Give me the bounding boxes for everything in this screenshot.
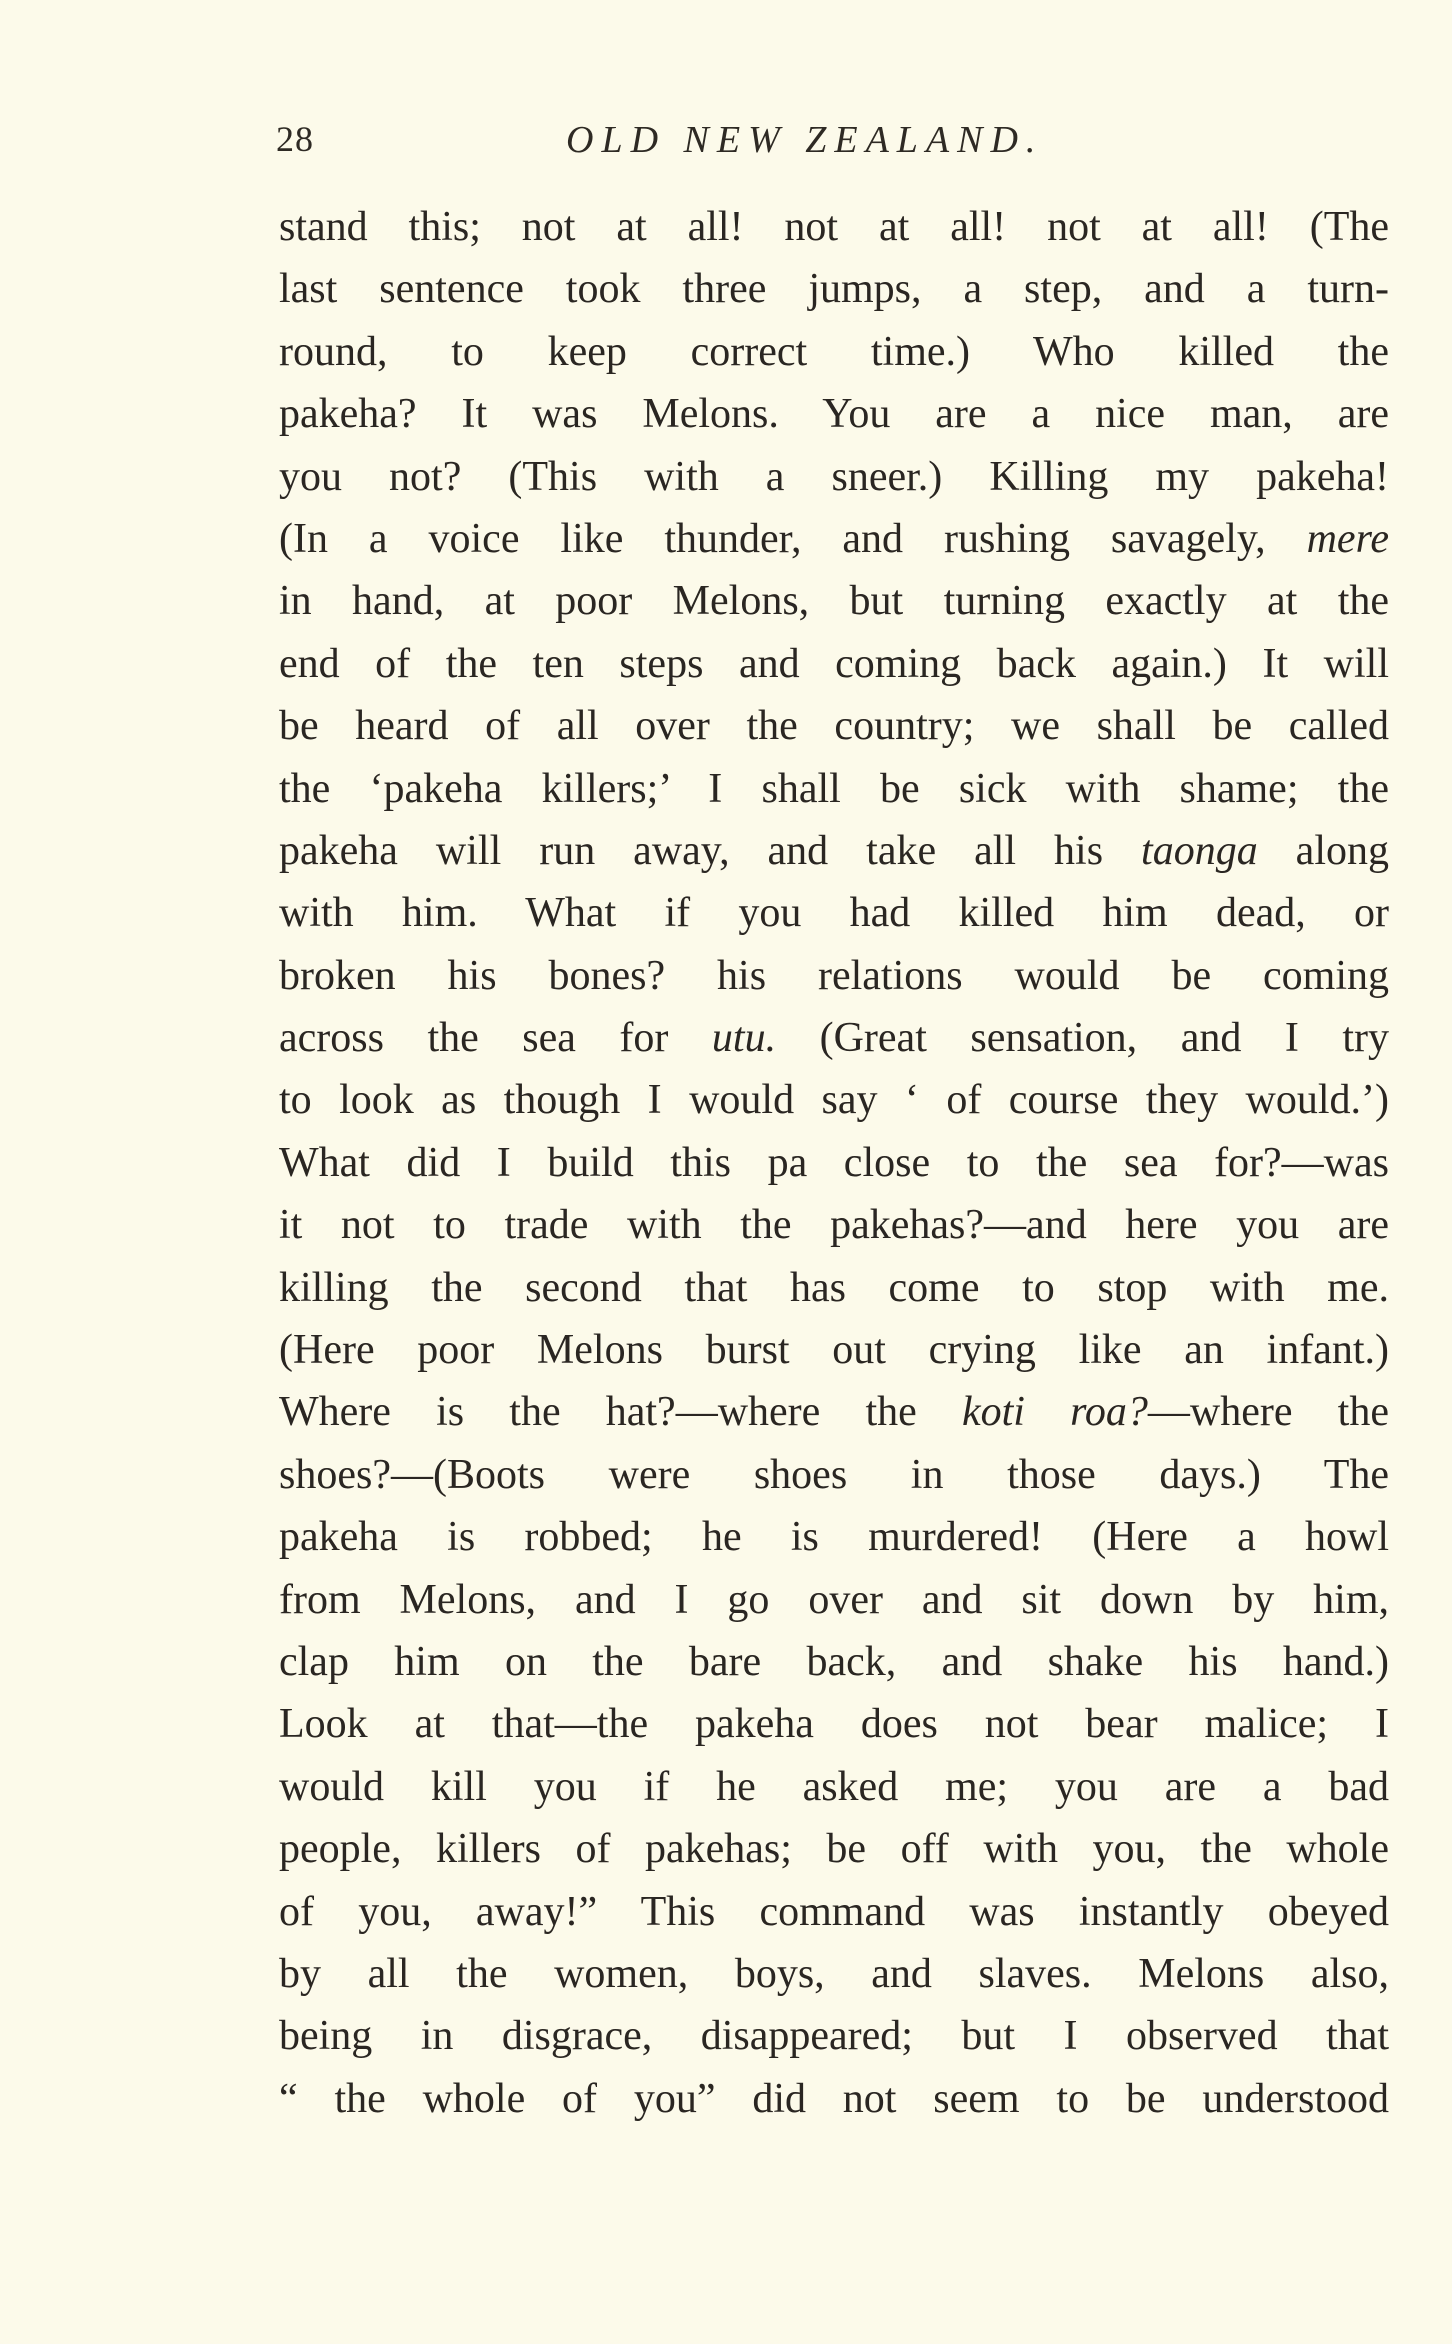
text-line — [279, 1569, 1389, 1631]
text-segment: “ the whole of you” did not seem to be understood — [279, 2075, 1389, 2122]
text-line — [279, 820, 1389, 882]
text-segment: with him. What if you had killed him dead, or — [279, 890, 1389, 937]
text-line — [279, 1693, 1389, 1755]
text-segment: from Melons, and I go over and sit down by him, — [279, 1576, 1389, 1623]
text-segment: people, killers of pakehas; be off with you, the whole — [279, 1826, 1389, 1873]
text-line — [279, 383, 1389, 445]
text-segment: shoes?—(Boots were shoes in those days.) The — [279, 1451, 1389, 1498]
text-line — [279, 1444, 1389, 1506]
text-segment: stand this; not at all! not at all! not at all! (The — [279, 204, 1389, 250]
text-segment: (Great sensation, and I try — [776, 1015, 1389, 1062]
text-line — [279, 633, 1389, 695]
text-segment: you not? (This with a sneer.) Killing my pakeha! — [279, 453, 1389, 500]
text-segment: being in disgrace, disappeared; but I observed that — [279, 2013, 1389, 2060]
text-line — [279, 1818, 1389, 1880]
italic-word: koti roa? — [961, 1389, 1148, 1436]
text-line — [279, 1319, 1389, 1381]
text-segment: pakeha is robbed; he is murdered! (Here a howl — [279, 1514, 1389, 1561]
text-segment: pakeha will run away, and take all his — [279, 827, 1142, 874]
text-line — [279, 1881, 1389, 1943]
text-segment: pakeha? It was Melons. You are a nice man, are — [279, 391, 1389, 438]
text-line — [279, 1132, 1389, 1194]
text-segment: killing the second that has come to stop with me. — [279, 1264, 1389, 1311]
text-segment: end of the ten steps and coming back again.) It will — [279, 640, 1389, 687]
text-line — [279, 1506, 1389, 1568]
text-line — [279, 1069, 1389, 1131]
text-segment: would kill you if he asked me; you are a bad — [279, 1763, 1389, 1810]
text-line — [279, 570, 1389, 632]
text-segment: along — [1257, 827, 1389, 874]
running-title: OLD NEW ZEALAND. — [566, 119, 1044, 161]
text-line — [279, 1007, 1389, 1069]
text-line — [279, 695, 1389, 757]
text-segment: be heard of all over the country; we shall be called — [279, 703, 1389, 750]
text-segment: it not to trade with the pakehas?—and here you are — [279, 1202, 1389, 1249]
text-segment: in hand, at poor Melons, but turning exactly at the — [279, 578, 1389, 625]
text-line — [279, 321, 1389, 383]
text-line — [279, 2068, 1389, 2130]
text-line — [279, 1631, 1389, 1693]
text-segment: last sentence took three jumps, a step, and a turn- — [279, 266, 1389, 313]
text-line — [279, 446, 1389, 508]
text-line — [279, 196, 1389, 258]
text-line — [279, 1756, 1389, 1818]
text-segment: broken his bones? his relations would be coming — [279, 952, 1389, 999]
italic-word: taonga — [1141, 827, 1258, 874]
text-segment: (In a voice like thunder, and rushing savagely, — [279, 515, 1307, 562]
text-segment: —where the — [1147, 1389, 1389, 1436]
text-line — [279, 1257, 1389, 1319]
text-line — [279, 2005, 1389, 2067]
page-number: 28 — [276, 119, 314, 159]
text-segment: the ‘pakeha killers;’ I shall be sick with shame; the — [279, 765, 1389, 812]
text-segment: round, to keep correct time.) Who killed the — [279, 328, 1389, 375]
text-segment: (Here poor Melons burst out crying like an infant.) — [279, 1327, 1389, 1374]
text-line — [279, 882, 1389, 944]
italic-word: mere — [1306, 515, 1389, 562]
text-line — [279, 258, 1389, 320]
text-line — [279, 1943, 1389, 2005]
text-line — [279, 945, 1389, 1007]
text-segment: by all the women, boys, and slaves. Melons also, — [279, 1950, 1389, 1997]
text-segment: across the sea for — [279, 1015, 712, 1062]
text-segment: to look as though I would say ‘ of course they would.’) — [279, 1077, 1389, 1124]
text-segment: clap him on the bare back, and shake his hand.) — [279, 1638, 1389, 1685]
italic-word: utu. — [711, 1015, 777, 1062]
text-segment: What did I build this pa close to the sea for?—was — [279, 1139, 1389, 1186]
text-line — [279, 1194, 1389, 1256]
text-segment: Where is the hat?—where the — [279, 1389, 962, 1436]
page-header — [276, 118, 1392, 178]
text-segment: of you, away!” This command was instantly obeyed — [279, 1888, 1389, 1935]
text-line — [279, 1381, 1389, 1443]
text-line — [279, 758, 1389, 820]
body-text — [279, 196, 1389, 2130]
text-line — [279, 508, 1389, 570]
text-segment: Look at that—the pakeha does not bear malice; I — [279, 1701, 1389, 1748]
